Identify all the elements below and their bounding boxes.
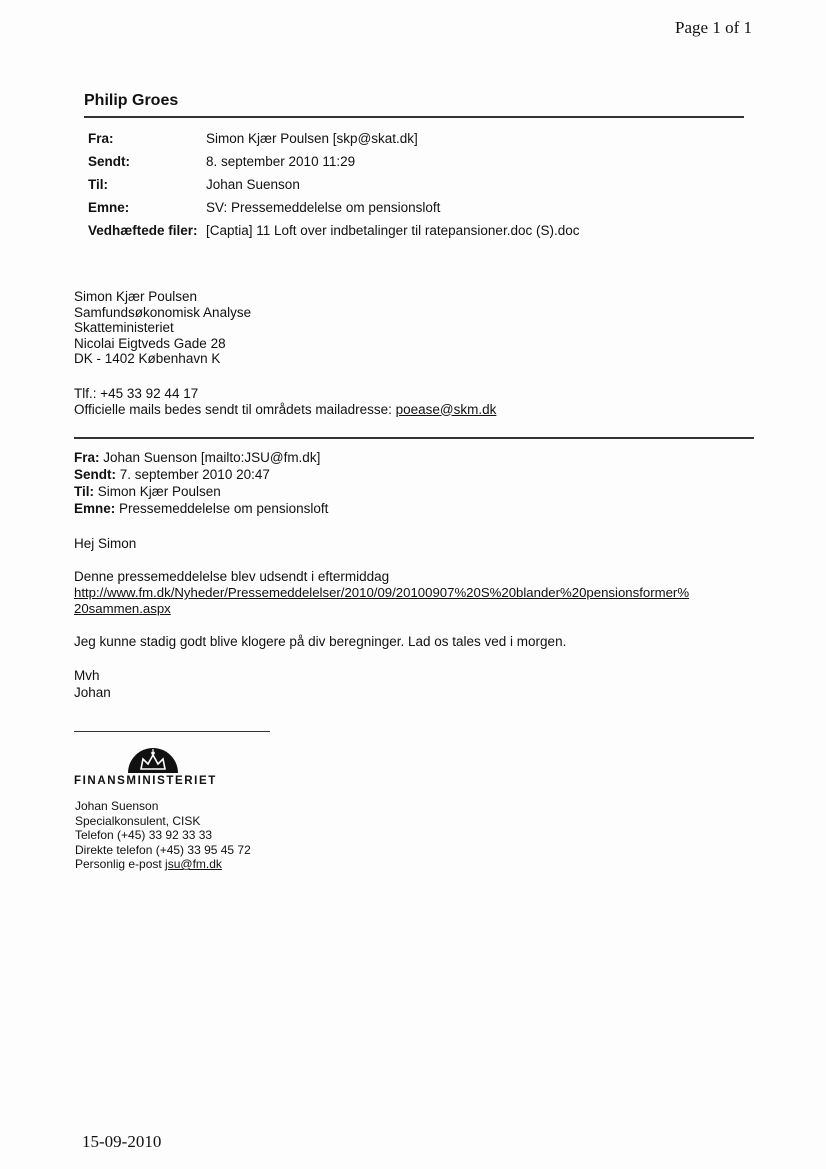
subject-label: Emne: (88, 200, 130, 215)
attachment-file[interactable]: [Captia] 11 Loft over indbetalinger til ratepansioner.doc (S).doc (206, 223, 580, 238)
header-sent (88, 154, 355, 169)
to-label: Til: (88, 177, 108, 192)
fwd-subject (74, 501, 328, 516)
fwd-subject-label: Emne: (74, 501, 116, 516)
header-to (88, 177, 300, 192)
divider (74, 437, 754, 439)
signer-direct-phone: Direkte telefon (+45) 33 95 45 72 (75, 842, 251, 857)
sender-signature (74, 289, 251, 367)
fm-signature (75, 799, 251, 872)
mail-address-link[interactable]: poease@skm.dk (395, 401, 497, 417)
signer-title: Specialkonsulent, CISK (75, 813, 201, 828)
fwd-sent (74, 467, 270, 482)
sender-name: Simon Kjær Poulsen (74, 289, 198, 304)
header-attachments (88, 223, 579, 238)
body-line-2: Jeg kunne stadig godt blive klogere på div beregninger. Lad os tales ved i morgen. (74, 634, 567, 649)
subject-value: SV: Pressemeddelelse om pensionsloft (206, 200, 441, 215)
sent-label: Sendt: (88, 154, 130, 169)
fwd-subject-value: Pressemeddelelse om pensionsloft (115, 501, 329, 516)
sender-phone: Tlf.: +45 33 92 44 17 (74, 386, 199, 401)
fwd-sent-value: 7. september 2010 20:47 (116, 467, 270, 482)
divider (84, 116, 744, 118)
attachments-label: Vedhæftede filer: (88, 223, 198, 238)
sent-value: 8. september 2010 11:29 (206, 154, 356, 169)
email-label: Personlig e-post (75, 857, 166, 871)
crown-logo-icon (126, 745, 180, 773)
fwd-to (74, 484, 221, 499)
press-release-link[interactable]: http://www.fm.dk/Nyheder/Pressemeddelelser/2010/09/20100907%20S%20blander%20pensionsformer% (74, 585, 690, 600)
mailbox-owner: Philip Groes (84, 92, 179, 109)
press-release-link-continued[interactable]: 20sammen.aspx (74, 601, 171, 616)
signer-email (75, 857, 251, 872)
closing: Mvh (74, 668, 100, 683)
signer-phone: Telefon (+45) 33 92 33 33 (75, 828, 213, 842)
fwd-to-label: Til: (74, 484, 94, 499)
from-value: Simon Kjær Poulsen [skp@skat.dk] (206, 131, 418, 146)
sender-city: DK - 1402 København K (74, 351, 221, 366)
closing-name: Johan (74, 685, 111, 700)
header-subject (88, 200, 440, 215)
fwd-sent-label: Sendt: (74, 467, 116, 482)
signature-divider (74, 731, 270, 732)
email-link[interactable]: jsu@fm.dk (165, 857, 222, 871)
fwd-from-value: Johan Suenson [mailto:JSU@fm.dk] (99, 450, 321, 465)
greeting: Hej Simon (74, 536, 137, 551)
fwd-from (74, 450, 320, 465)
to-value: Johan Suenson (206, 177, 300, 192)
mail-note-text: Officielle mails bedes sendt til områdets mailadresse: (74, 401, 396, 417)
body-line-1: Denne pressemeddelelse blev udsendt i eftermiddag (74, 569, 390, 584)
sender-department: Samfundsøkonomisk Analyse (74, 304, 252, 320)
signer-name: Johan Suenson (75, 799, 159, 813)
fwd-from-label: Fra: (74, 450, 100, 465)
ministry-logo-text: FINANSMINISTERIET (74, 775, 217, 787)
sender-mail-note (74, 402, 496, 418)
sender-ministry: Skatteministeriet (74, 320, 174, 335)
print-date: 15-09-2010 (82, 1132, 162, 1151)
sender-contact (74, 386, 496, 417)
header-from (88, 131, 418, 146)
page-number: Page 1 of 1 (675, 18, 752, 37)
fwd-to-value: Simon Kjær Poulsen (94, 484, 221, 499)
from-label: Fra: (88, 131, 114, 146)
sender-street: Nicolai Eigtveds Gade 28 (74, 335, 226, 351)
